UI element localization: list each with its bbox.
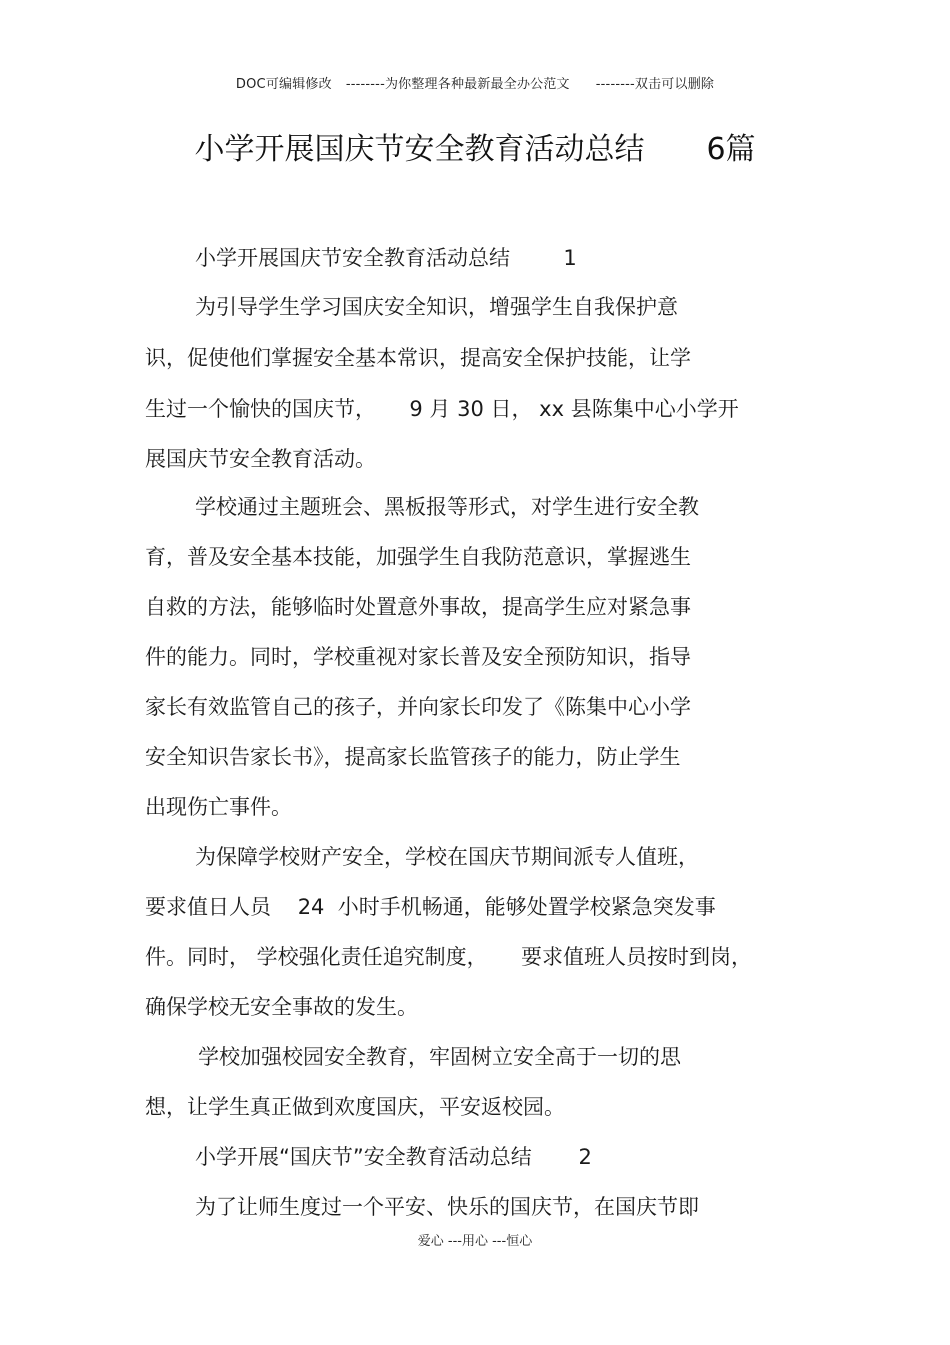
- header-right-text: --------双击可以删除: [595, 77, 715, 92]
- document-title: [0, 124, 950, 168]
- title-text: 小学开展国庆节安全教育活动总结: [194, 132, 645, 167]
- body-line: 为了让师生度过一个平安、快乐的国庆节，在国庆节即: [195, 1195, 699, 1219]
- body-line: 学校通过主题班会、黑板报等形式，对学生进行安全教: [195, 495, 699, 519]
- body-line: 出现伤亡事件。: [145, 795, 292, 819]
- title-count: 6篇: [706, 132, 756, 167]
- section-heading-2: 小学开展“国庆节”安全教育活动总结 2: [195, 1145, 592, 1169]
- body-line: 确保学校无安全事故的发生。: [145, 995, 418, 1019]
- body-line: 生过一个愉快的国庆节， 9 月 30 日， xx 县陈集中心小学开: [145, 397, 739, 421]
- body-line: 家长有效监管自己的孩子，并向家长印发了《陈集中心小学: [145, 695, 691, 719]
- header-left-text: DOC可编辑修改: [235, 77, 332, 92]
- page-footer: 爱心 ---用心 ---恒心: [417, 1234, 533, 1249]
- body-line: 展国庆节安全教育活动。: [145, 447, 376, 471]
- body-line: 为保障学校财产安全，学校在国庆节期间派专人值班，: [195, 845, 699, 869]
- body-line: 育，普及安全基本技能，加强学生自我防范意识，掌握逃生: [145, 545, 691, 569]
- body-line: 要求值日人员 24 小时手机畅通，能够处置学校紧急突发事: [145, 895, 716, 919]
- body-line: 识，促使他们掌握安全基本常识，提高安全保护技能，让学: [145, 346, 691, 370]
- section-heading-1: 小学开展国庆节安全教育活动总结 1: [195, 246, 577, 270]
- body-line: 想，让学生真正做到欢度国庆，平安返校园。: [145, 1095, 565, 1119]
- body-line: 件的能力。同时，学校重视对家长普及安全预防知识，指导: [145, 645, 691, 669]
- header-middle-text: --------为你整理各种最新最全办公范文: [345, 77, 570, 92]
- body-line: 自救的方法，能够临时处置意外事故，提高学生应对紧急事: [145, 595, 691, 619]
- page-header: [0, 73, 950, 92]
- body-line: 学校加强校园安全教育，牢固树立安全高于一切的思: [198, 1045, 681, 1069]
- body-line: 安全知识告家长书》，提高家长监管孩子的能力，防止学生: [145, 745, 681, 769]
- body-line: 件。同时， 学校强化责任追究制度， 要求值班人员按时到岗，: [145, 945, 753, 969]
- body-line: 为引导学生学习国庆安全知识，增强学生自我保护意: [195, 295, 678, 319]
